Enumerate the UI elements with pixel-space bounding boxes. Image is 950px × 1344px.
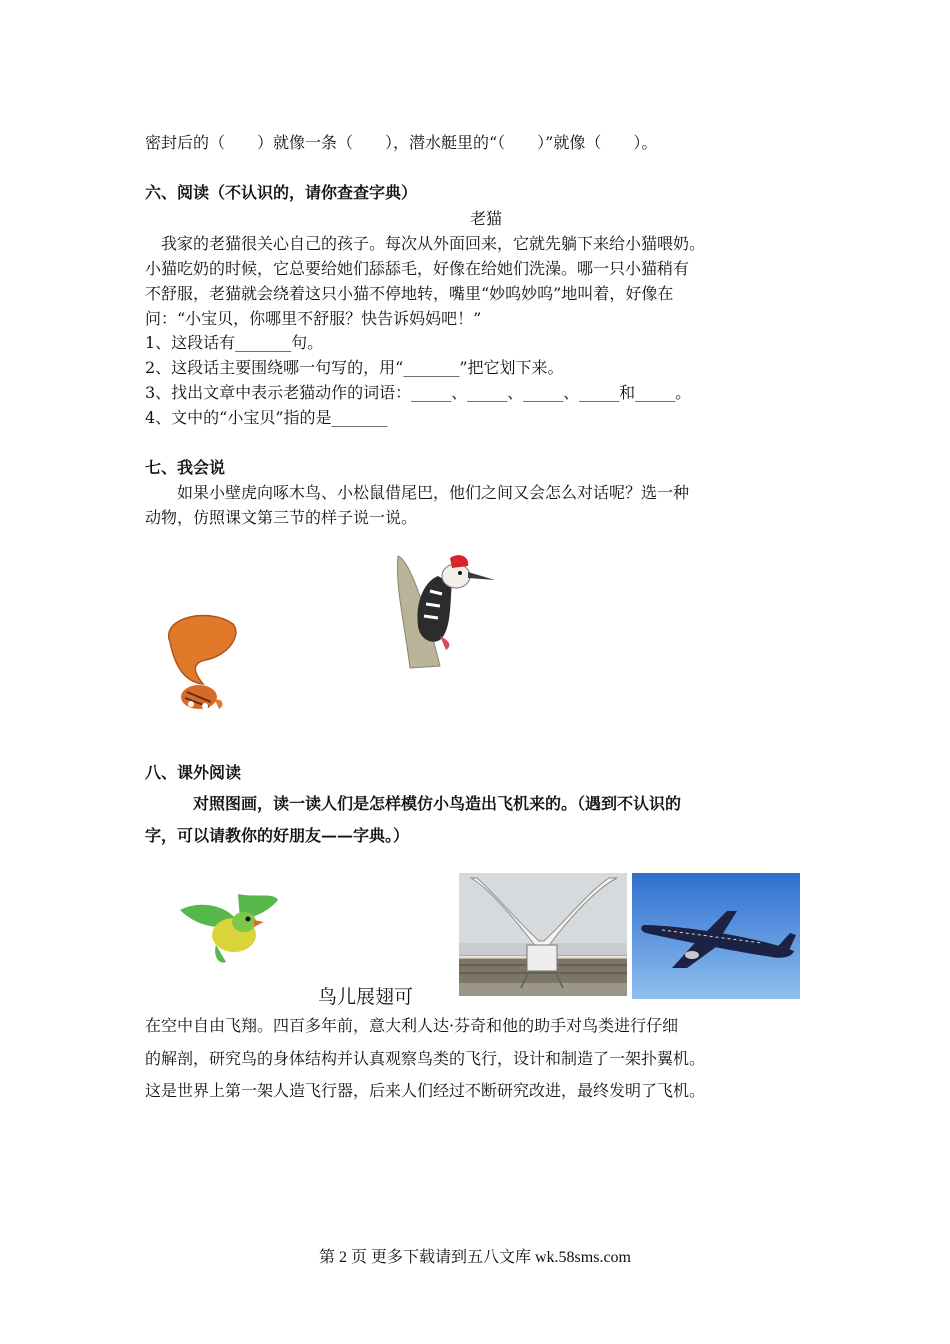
ornithopter-photo	[459, 873, 627, 996]
section8-intro-1: 对照图画，读一读人们是怎样模仿小鸟造出飞机来的。（遇到不认识的	[145, 794, 682, 813]
passage-line-1: 我家的老猫很关心自己的孩子。每次从外面回来，它就先躺下来给小猫喂奶。	[145, 234, 706, 253]
section8-body-2: 的解剖，研究鸟的身体结构并认真观察鸟类的飞行，设计和制造了一架扑翼机。	[145, 1049, 706, 1068]
section8-body-1: 在空中自由飞翔。四百多年前，意大利人达·芬奇和他的助手对鸟类进行仔细	[145, 1016, 679, 1035]
fill-blank-line: 密封后的（ ）就像一条（ ），潜水艇里的“（ ）”就像（ ）。	[145, 133, 658, 152]
question-1: 1、这段话有_______句。	[145, 333, 324, 352]
section8-body-3: 这是世界上第一架人造飞行器，后来人们经过不断研究改进，最终发明了飞机。	[145, 1081, 706, 1100]
question-2: 2、这段话主要围绕哪一句写的，用“_______”把它划下来。	[145, 358, 564, 377]
squirrel-image	[155, 612, 240, 717]
bird-image	[178, 890, 280, 968]
section7-line-2: 动物，仿照课文第三节的样子说一说。	[145, 508, 418, 527]
section7-heading: 七、我会说	[145, 458, 226, 477]
passage-title: 老猫	[470, 209, 503, 228]
question-3: 3、找出文章中表示老猫动作的词语：_____、_____、_____、_____和_____。	[145, 383, 692, 402]
passage-line-3: 不舒服，老猫就会绕着这只小猫不停地转，嘴里“妙呜妙呜”地叫着，好像在	[145, 284, 674, 303]
image-caption: 鸟儿展翅可	[318, 986, 414, 1008]
section7-line-1: 如果小壁虎向啄木鸟、小松鼠借尾巴，他们之间又会怎么对话呢？选一种	[145, 483, 690, 502]
airplane-photo	[632, 873, 800, 999]
question-4: 4、文中的“小宝贝”指的是_______	[145, 408, 388, 427]
woodpecker-image	[380, 546, 500, 671]
section6-heading: 六、阅读（不认识的，请你查查字典）	[145, 183, 418, 202]
passage-line-4: 问：“小宝贝，你哪里不舒服？快告诉妈妈吧！”	[145, 309, 482, 328]
passage-line-2: 小猫吃奶的时候，它总要给她们舔舔毛，好像在给她们洗澡。哪一只小猫稍有	[145, 259, 690, 278]
section8-intro-2: 字，可以请教你的好朋友——字典。）	[145, 826, 410, 845]
section8-heading: 八、课外阅读	[145, 763, 242, 782]
page-footer: 第 2 页 更多下载请到五八文库 wk.58sms.com	[318, 1249, 631, 1266]
